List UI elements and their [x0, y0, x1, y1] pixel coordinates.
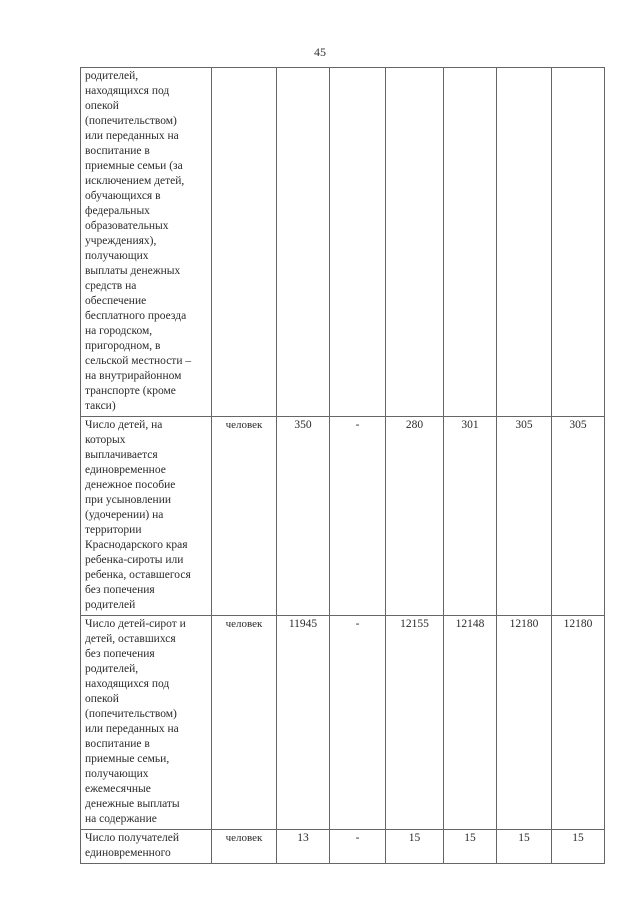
value-cell: 12180	[497, 616, 552, 830]
value-cell	[552, 68, 605, 417]
value-cell: -	[330, 830, 386, 864]
value-cell: 13	[277, 830, 330, 864]
value-cell: -	[330, 417, 386, 616]
value-cell	[444, 68, 497, 417]
unit-cell: человек	[212, 616, 277, 830]
indicator-name: Число детей, на которых выплачивается единовременное денежное пособие при усыновлении (удочерении) на территории Краснодарского края ребенка-сироты или ребенка, оставшегося без попечения родителей	[81, 417, 212, 616]
value-cell: 350	[277, 417, 330, 616]
value-cell: -	[330, 616, 386, 830]
unit-cell	[212, 68, 277, 417]
value-cell	[386, 68, 444, 417]
value-cell: 12180	[552, 616, 605, 830]
unit-cell: человек	[212, 417, 277, 616]
value-cell: 280	[386, 417, 444, 616]
value-cell: 15	[552, 830, 605, 864]
page-number: 45	[314, 45, 326, 59]
value-cell: 305	[497, 417, 552, 616]
table-row	[81, 68, 605, 417]
indicator-name: Число получателей единовременного	[81, 830, 212, 864]
value-cell	[497, 68, 552, 417]
value-cell: 15	[386, 830, 444, 864]
value-cell: 15	[444, 830, 497, 864]
indicator-name: родителей, находящихся под опекой (попечительством) или переданных на воспитание в приемные семьи (за исключением детей, обучающихся в федеральных образовательных учреждениях), получающих выплаты денежных средств на обеспечение бесплатного проезда на городском, пригородном, в сельской местности – на внутрирайонном транспорте (кроме такси)	[81, 68, 212, 417]
indicators-table	[80, 67, 605, 864]
table-row	[81, 417, 605, 616]
unit-cell: человек	[212, 830, 277, 864]
value-cell: 12148	[444, 616, 497, 830]
value-cell: 305	[552, 417, 605, 616]
value-cell	[277, 68, 330, 417]
value-cell: 301	[444, 417, 497, 616]
value-cell: 11945	[277, 616, 330, 830]
value-cell: 15	[497, 830, 552, 864]
value-cell	[330, 68, 386, 417]
table-row	[81, 830, 605, 864]
value-cell: 12155	[386, 616, 444, 830]
indicator-name: Число детей-сирот и детей, оставшихся без попечения родителей, находящихся под опекой (попечительством) или переданных на воспитание в приемные семьи, получающих ежемесячные денежные выплаты на содержание	[81, 616, 212, 830]
table-row	[81, 616, 605, 830]
